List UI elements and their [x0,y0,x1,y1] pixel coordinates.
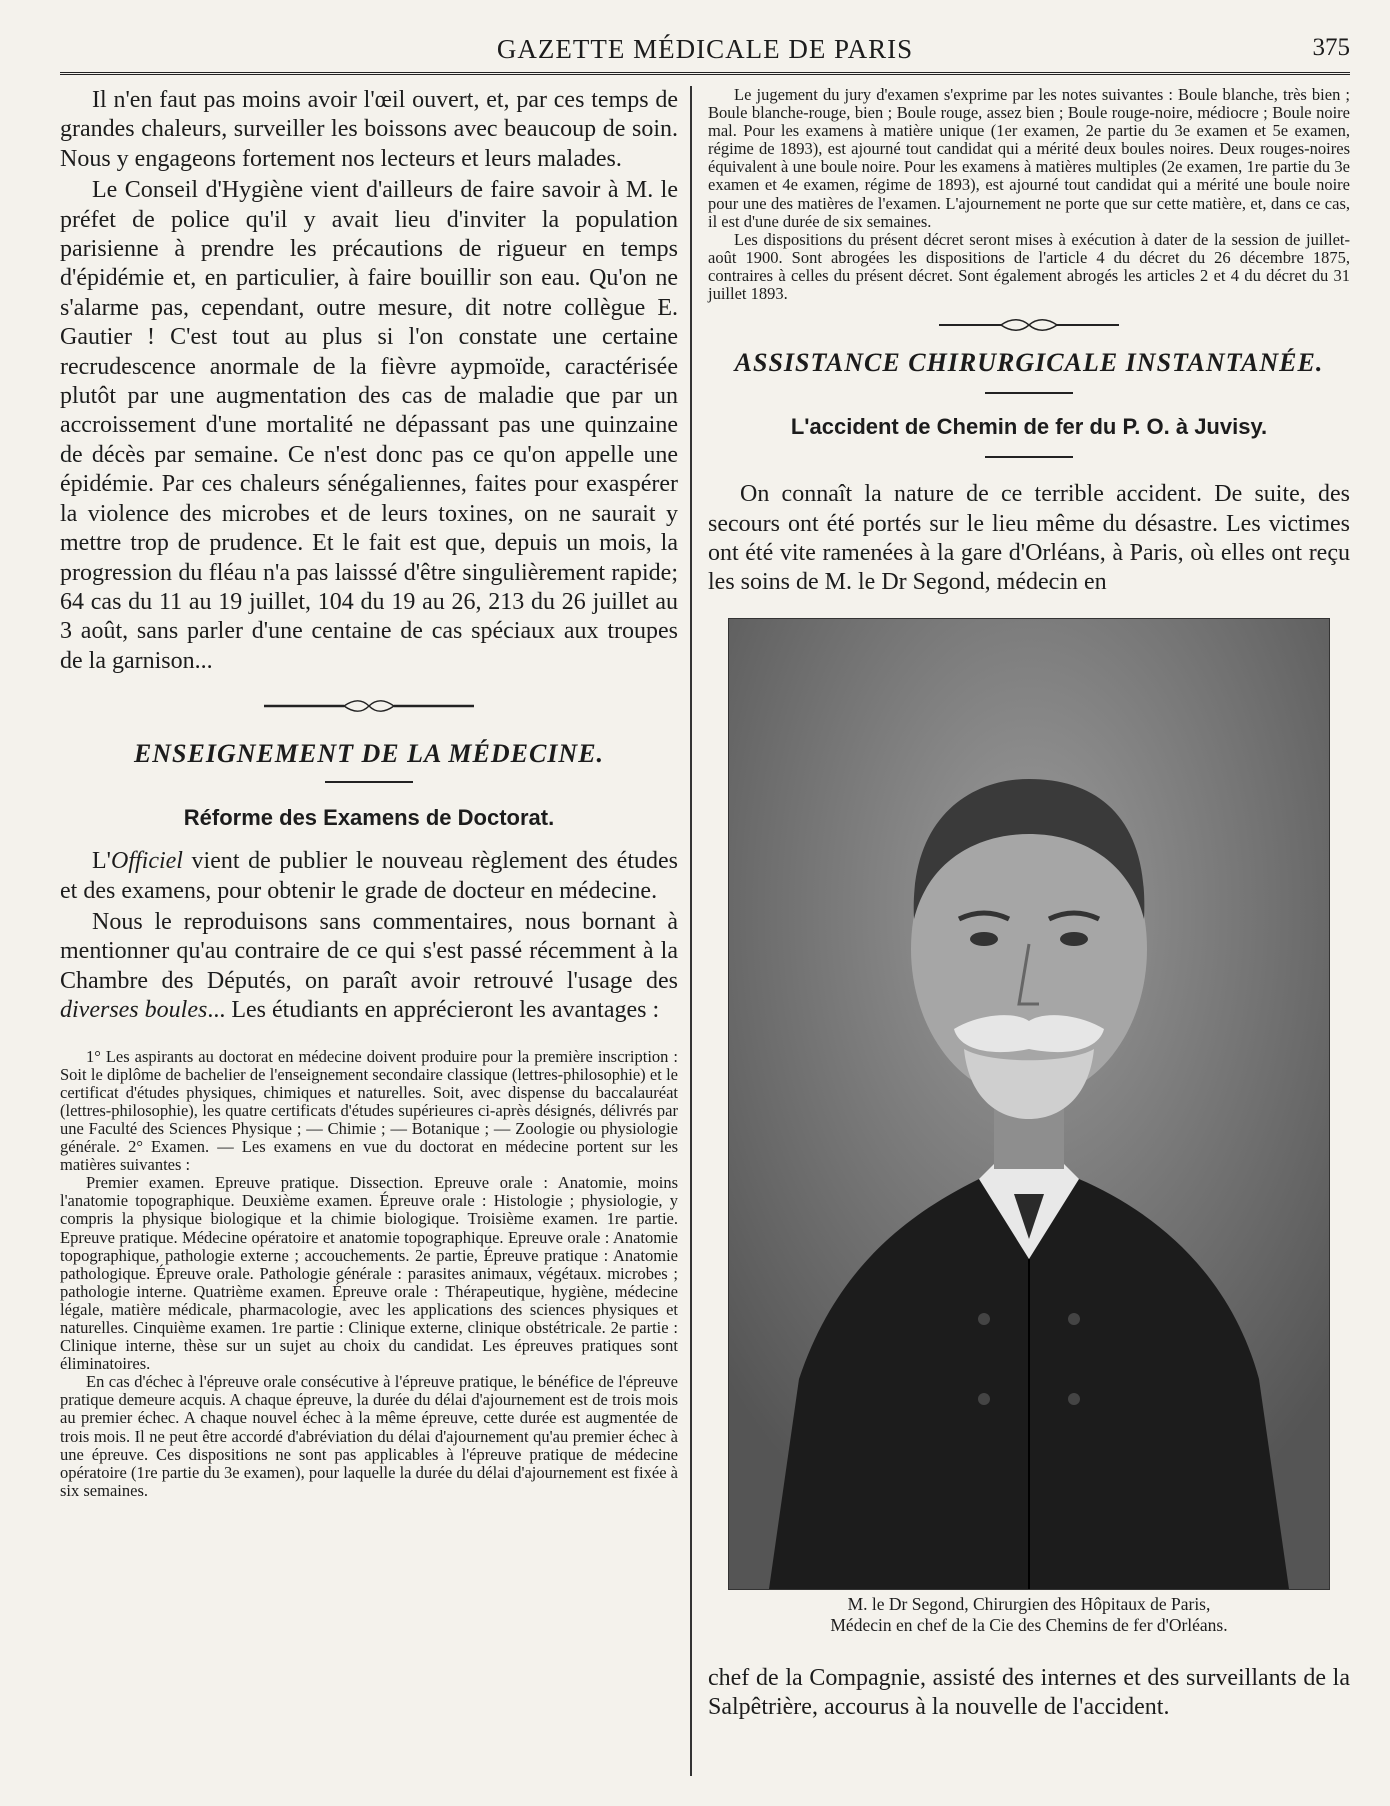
photo-caption-line-1: M. le Dr Segond, Chirurgien des Hôpitaux de Paris, [847,1593,1211,1614]
jury-paragraph-1: Le jugement du jury d'examen s'exprime par les notes suivantes : Boule blanche, très bien ; Boule blanche-rouge, bien ; Boule rouge, assez bien ; Boule rouge-noire, médiocre ; Boule noire mal. Pour les examens à matière unique (1er examen, 2e partie du 3e examen et 5e examen, régime de 1893), est ajourné tout candidat qui a mérité deux boules noires. Deux rouges-noires équivalent à une boule noire. Pour les examens à matières multiples (2e examen, 1re partie du 3e examen et 4e examen, régime de 1893), est ajourné tout candidat qui a mérité une boule noire pour une des matières de l'examen. L'ajournement ne porte que sur cette matière, et, dans ce cas, il est d'une durée de six semaines. [708,85,1350,231]
decree-paragraph-2: Premier examen. Epreuve pratique. Dissection. Epreuve orale : Anatomie, moins l'anatomie topographique. Deuxième examen. Épreuve orale : Histologie ; physiologie, y compris la physique biologique et la chimie biologique. Troisième examen. 1re partie. Epreuve pratique. Médecine opératoire et anatomie topographique. Epreuve orale : Anatomie topographique, pathologie externe ; accouchements. 2e partie, Épreuve pratique : Anatomie pathologique. Épreuve orale. Pathologie générale : parasites animaux, végétaux. microbes ; pathologie interne. Quatrième examen. Épreuve orale : Thérapeutique, hygiène, médecine légale, matière médicale, pharmacologie, avec les applications des sciences physiques et naturelles. Cinquième examen. 1re partie : Clinique externe, clinique obstétricale. 2e partie : Clinique interne, thèse sur un sujet au choix du candidat. Les épreuves pratiques sont éliminatoires. [60,1173,678,1374]
ornament-divider-right [708,317,1350,336]
text-fragment: Nous le reproduisons sans commentaires, nous bornant à mentionner qu'au contraire de ce qui s'est passé récemment à la Chambre des Députés, on paraît avoir retrouvé l'usage des [60,908,678,994]
accident-paragraph-1: On connaît la nature de ce terrible accident. De suite, des secours ont été portés sur le lieu même du désastre. Les victimes ont été vite ramenées à la gare d'Orléans, à Paris, où elles ont reçu les soins de M. le Dr Segond, médecin en [708,481,1350,596]
portrait-icon [729,619,1329,1589]
subtitle-reforme: Réforme des Examens de Doctorat. [183,805,555,831]
ornament-icon [939,318,1119,332]
jury-paragraph-2: Les dispositions du présent décret seront mises à exécution à dater de la session de juillet-août 1900. Sont abrogées les dispositions de l'article 4 du décret du 26 décembre 1875, contraires à celles du présent décret. Sont également abrogés les articles 2 et 4 du décret du 31 juillet 1893. [708,229,1350,304]
intro-paragraph-1: Il n'en faut pas moins avoir l'œil ouvert, et, par ces temps de grandes chaleurs, surveiller les boissons avec beaucoup de soin. Nous y engageons fortement nos lecteurs et leurs malades. [60,87,678,172]
portrait-photo [728,618,1330,1590]
ornament-divider [60,698,678,717]
ornament-icon [264,699,474,713]
right-column [708,86,1350,1723]
text-fragment: ... Les étudiants en apprécieront les avantages : [207,997,660,1024]
intro-paragraph-2: Le Conseil d'Hygiène vient d'ailleurs de faire savoir à M. le préfet de police qu'il y avait lieu d'inviter la population parisienne à prendre les précautions de rigueur en temps d'épidémie et, en particulier, à faire bouillir son eau. Qu'on ne s'alarme pas, cependant, outre mesure, dit notre collègue E. Gautier ! C'est tout au plus si l'on constate une certaine recrudescence anormale de la fièvre aypmoïde, caractérisée plutôt par une augmentation des cas de maladie que par un accroissement d'une mortalité ne dépassant pas une quinzaine de décès par semaine. Ce n'est donc pas ce qu'on appelle une épidémie. Par ces chaleurs sénégaliennes, faites pour exaspérer la violence des microbes et de leurs toxines, on ne saurait y mettre trop de prudence. Et le fait est que, depuis un mois, la progression du fléau n'a pas laisssé d'être singulièrement rapide; 64 cas du 11 au 19 juillet, 104 du 19 au 26, 213 du 26 juillet au 3 août, sans parler d'une centaine de cas spéciaux aux troupes de la garnison... [60,177,678,674]
paragraph-officiel [60,847,678,906]
page-number: 375 [1312,34,1350,61]
decree-paragraph-3: En cas d'échec à l'épreuve orale consécutive à l'épreuve pratique, le bénéfice de l'épreuve pratique demeure acquis. A chaque épreuve, la durée du délai d'ajournement est de trois mois au premier échec. A chaque nouvel échec à la même épreuve, cette durée est augmentée de trois mois. Il ne peut être accordé d'abréviation du délai d'ajournement qu'au premier échec à une épreuve. Ces dispositions ne sont pas applicables à l'épreuve pratique de médecine opératoire (1re partie du 3e examen), pour laquelle la durée du délai d'ajournement est fixée à six semaines. [60,1372,678,1500]
column-divider [690,86,692,1776]
page-header [60,30,1350,75]
photo-caption-line-2: Médecin en chef de la Cie des Chemins de fer d'Orléans. [830,1614,1228,1635]
short-rule [985,456,1073,458]
paragraph-boules [60,908,678,1026]
officiel-italic: Officiel [110,848,183,875]
section-title-assistance: ASSISTANCE CHIRURGICALE INSTANTANÉE. [734,348,1324,378]
short-rule [985,392,1073,394]
section-title-enseignement: ENSEIGNEMENT DE LA MÉDECINE. [133,739,605,769]
short-rule [325,781,413,783]
text-fragment: L' [92,848,111,875]
subtitle-accident: L'accident de Chemin de fer du P. O. à Juvisy. [790,414,1268,440]
text-fragment: vient de publier le nouveau règlement des études et des examens, pour obtenir le grade de docteur en médecine. [60,848,678,904]
accident-paragraph-2: chef de la Compagnie, assisté des internes et des surveillants de la Salpêtrière, accourus à la nouvelle de l'accident. [708,1664,1350,1721]
journal-title: GAZETTE MÉDICALE DE PARIS [496,34,914,64]
decree-paragraph-1: 1° Les aspirants au doctorat en médecine doivent produire pour la première inscription : Soit le diplôme de bachelier de l'enseignement secondaire classique (lettres-philosophie) et le certificat d'études physiques, chimiques et naturelles. Soit, avec dispense du baccalauréat (lettres-philosophie), les quatre certificats d'études supérieures ci-après désignés, délivrés par une Faculté des Sciences Physique ; — Chimie ; — Botanique ; — Zoologie ou physiologie générale. 2° Examen. — Les examens en vue du doctorat en médecine portent sur les matières suivantes : [60,1046,678,1175]
boules-italic: diverses boules [60,997,208,1024]
left-column [60,86,678,1500]
